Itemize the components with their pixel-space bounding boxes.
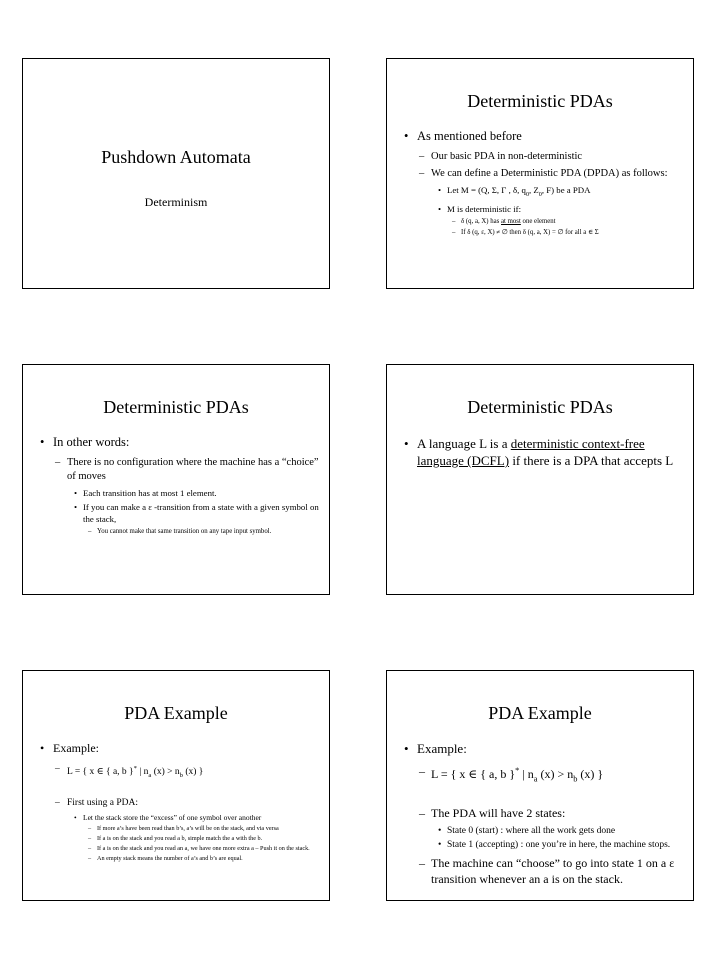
slide-body (23, 435, 321, 538)
subscript: b (179, 772, 183, 780)
slide-body (387, 129, 685, 239)
subscript: b (573, 774, 578, 784)
text: , Z (529, 185, 539, 195)
bullet: • Example: (417, 741, 685, 757)
slide-title: PDA Example (488, 703, 592, 723)
text: (x) } (182, 767, 204, 778)
superscript: * (515, 766, 520, 775)
sub-sub-bullet: • Let the stack store the “excess” of one symbol over another (83, 813, 321, 823)
sub-bullet (431, 763, 685, 787)
slide-title: Pushdown Automata (101, 147, 251, 167)
slide-pda-example-first (22, 670, 330, 901)
detail-item: – If more a’s have been read than b’s, a’s will be on the stack, and via versa (97, 825, 321, 833)
detail-item: – If δ (q, ε, X) ≠ ∅ then δ (q, a, X) = ∅ for all a ∈ Σ (461, 228, 685, 237)
slide-deterministic-pdas-dcfl (386, 364, 694, 595)
bullet (417, 435, 685, 469)
slide-body (23, 741, 321, 865)
slide-title: Deterministic PDAs (467, 397, 613, 417)
bullet: • Example: (53, 741, 321, 756)
text: (x) > n (537, 767, 574, 781)
slide-deterministic-pdas-other-words (22, 364, 330, 595)
slide-deterministic-pdas-definition (386, 58, 694, 289)
sub-bullet: – There is no configuration where the machine has a “choice” of moves (67, 456, 321, 484)
sub-bullet: – We can define a Deterministic PDA (DPDA) as follows: (431, 167, 685, 181)
detail-item: – If a is on the stack and you read an a, we have one more extra a – Push it on the stack. (97, 845, 321, 853)
underlined-text: at most (501, 217, 521, 225)
sub-sub-bullet: • State 1 (accepting) : one you’re in here, the machine stops. (447, 839, 685, 851)
sub-sub-bullet: • If you can make a ε -transition from a state with a given symbol on the stack, (83, 501, 321, 525)
spacer (387, 795, 685, 805)
sub-bullet: – The machine can “choose” to go into state 1 on a ε transition whenever an a is on the stack. (431, 855, 685, 887)
subscript: a (533, 774, 538, 784)
detail-item: – If a is on the stack and you read a b, simple match the a with the b. (97, 835, 321, 843)
text: Let M = (Q, Σ, Γ , δ, q (447, 185, 526, 195)
sub-sub-bullet (447, 184, 685, 201)
text: | n (136, 767, 149, 778)
detail-item: – An empty stack means the number of a’s and b’s are equal. (97, 855, 321, 863)
bullet: • In other words: (53, 435, 321, 450)
subscript: a (148, 772, 152, 780)
text: , F) be a PDA (541, 185, 591, 195)
sub-bullet: – The PDA will have 2 states: (431, 805, 685, 821)
slide-body (387, 435, 685, 475)
subscript: 0 (538, 191, 542, 198)
text: | n (519, 767, 534, 781)
slide-body (387, 741, 685, 895)
spacer (23, 786, 321, 796)
slide-pda-example-states (386, 670, 694, 901)
subscript: 0 (525, 191, 530, 198)
sub-sub-bullet: • M is deterministic if: (447, 203, 685, 215)
bullet: • As mentioned before (417, 129, 685, 144)
text: one element (520, 217, 556, 225)
slide-title: Deterministic PDAs (467, 91, 613, 111)
text: if there is a DPA that accepts L (509, 453, 674, 468)
slide-pushdown-automata (22, 58, 330, 289)
sub-bullet: – Our basic PDA in non-deterministic (431, 150, 685, 164)
sub-bullet (67, 762, 321, 783)
slide-subtitle: Determinism (144, 195, 208, 209)
slide-title: Deterministic PDAs (103, 397, 249, 417)
text: (x) } (577, 767, 604, 781)
text: (x) > n (151, 767, 180, 778)
underlined-text: deterministic context-free language (DCFL) (417, 436, 645, 468)
detail-item: – You cannot make that same transition on any tape input symbol. (97, 527, 321, 536)
text: A language L is a (417, 436, 511, 451)
sub-sub-bullet: • Each transition has at most 1 element. (83, 487, 321, 499)
text: L = { x ∈ { a, b } (431, 767, 516, 781)
slide-title: PDA Example (124, 703, 228, 723)
text: δ (q, a, X) has (461, 217, 502, 225)
superscript: * (133, 765, 137, 772)
detail-item (461, 217, 685, 226)
sub-bullet: – First using a PDA: (67, 796, 321, 810)
sub-sub-bullet: • State 0 (start) : where all the work gets done (447, 825, 685, 837)
text: L = { x ∈ { a, b } (67, 767, 134, 778)
